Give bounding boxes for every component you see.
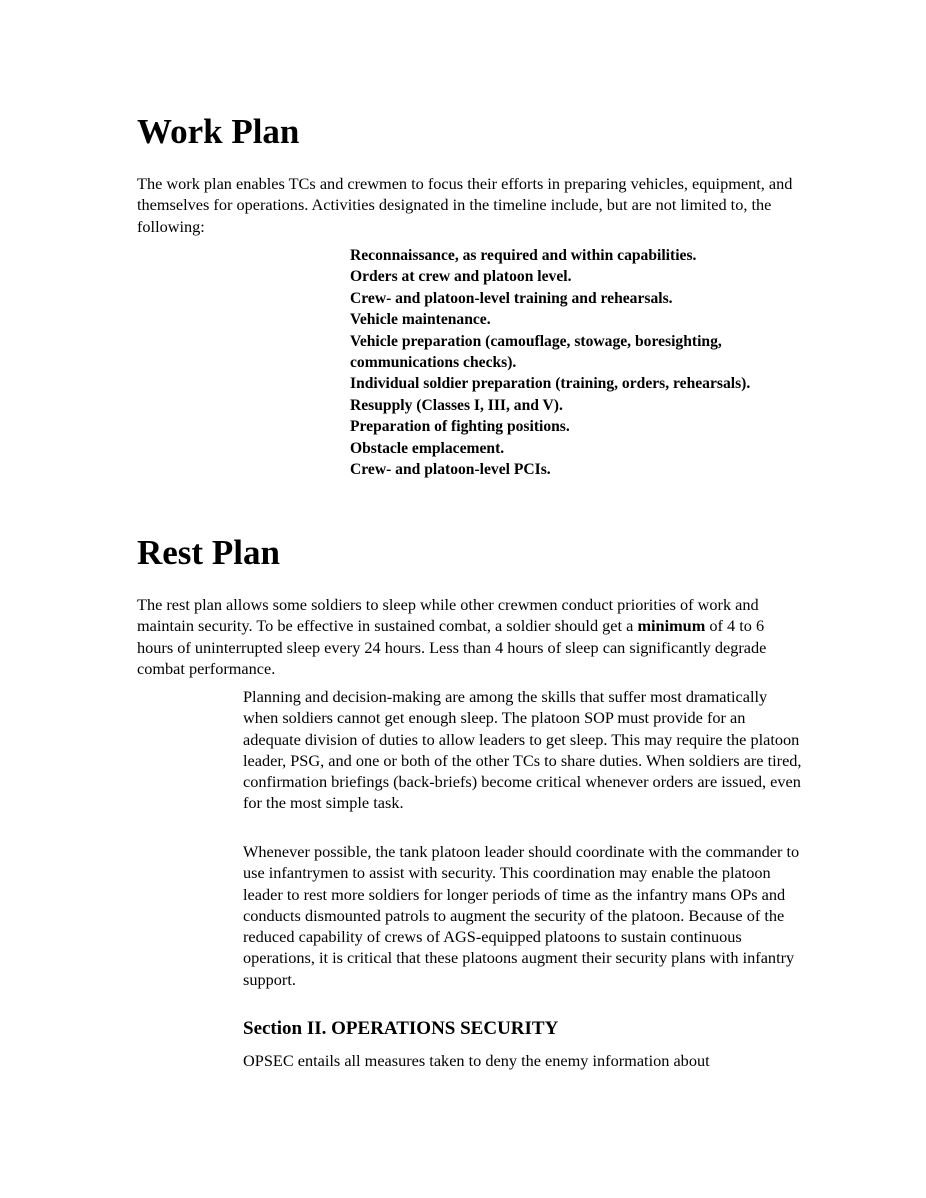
list-item: Crew- and platoon-level training and rehearsals. [350,289,673,307]
list-item: Preparation of fighting positions. [350,418,570,436]
list-item: Orders at crew and platoon level. [350,268,572,286]
rest-plan-paragraph-2: Whenever possible, the tank platoon leader should coordinate with the commander to use infantrymen to assist with security. This coordination may enable the platoon leader to rest more soldiers for longer periods of time as the infantry mans OPs and conducts dismounted patrols to augment the security of the platoon. Because of the reduced capability of crews of AGS-equipped platoons to sustain continuous operations, it is critical that these platoons augment their security plans with infantry support. [243,842,800,989]
list-item: Individual soldier preparation (training, orders, rehearsals). [350,375,751,393]
list-item: Vehicle preparation (camouflage, stowage, boresighting, communications checks). [350,332,722,372]
list-item: Vehicle maintenance. [350,311,491,329]
opsec-paragraph: OPSEC entails all measures taken to deny the enemy information about [243,1051,710,1070]
list-item: Resupply (Classes I, III, and V). [350,396,563,414]
rest-intro-text-start: The rest plan allows some soldiers to sleep while other crewmen conduct priorities of work and maintain security. To be effective in sustained combat, a soldier should get a [137,595,759,636]
work-plan-intro: The work plan enables TCs and crewmen to focus their efforts in preparing vehicles, equipment, and themselves for operations. Activities designated in the timeline include, but are not limited to, the following: [137,174,793,236]
rest-plan-paragraph-1: Planning and decision-making are among the skills that suffer most dramatically when soldiers cannot get enough sleep. The platoon SOP must provide for an adequate division of duties to allow leaders to get sleep. This may require the platoon leader, PSG, and one or both of the other TCs to share duties. When soldiers are tired, confirmation briefings (back-briefs) become critical whenever orders are issued, even for the most simple task. [243,687,802,813]
list-item: Reconnaissance, as required and within capabilities. [350,247,697,264]
rest-plan-heading: Rest Plan [137,533,280,572]
rest-intro-emphasis: minimum [637,616,706,636]
rest-plan-intro [137,594,797,679]
section-heading: Section II. OPERATIONS SECURITY [243,1018,559,1039]
rest-intro-text-end: of 4 to 6 hours of uninterrupted sleep every 24 hours. Less than 4 hours of sleep can significantly degrade combat performance. [137,616,767,678]
list-item: Crew- and platoon-level PCIs. [350,461,551,479]
work-plan-heading: Work Plan [137,112,300,151]
activity-list [350,245,800,480]
list-item: Obstacle emplacement. [350,439,505,457]
